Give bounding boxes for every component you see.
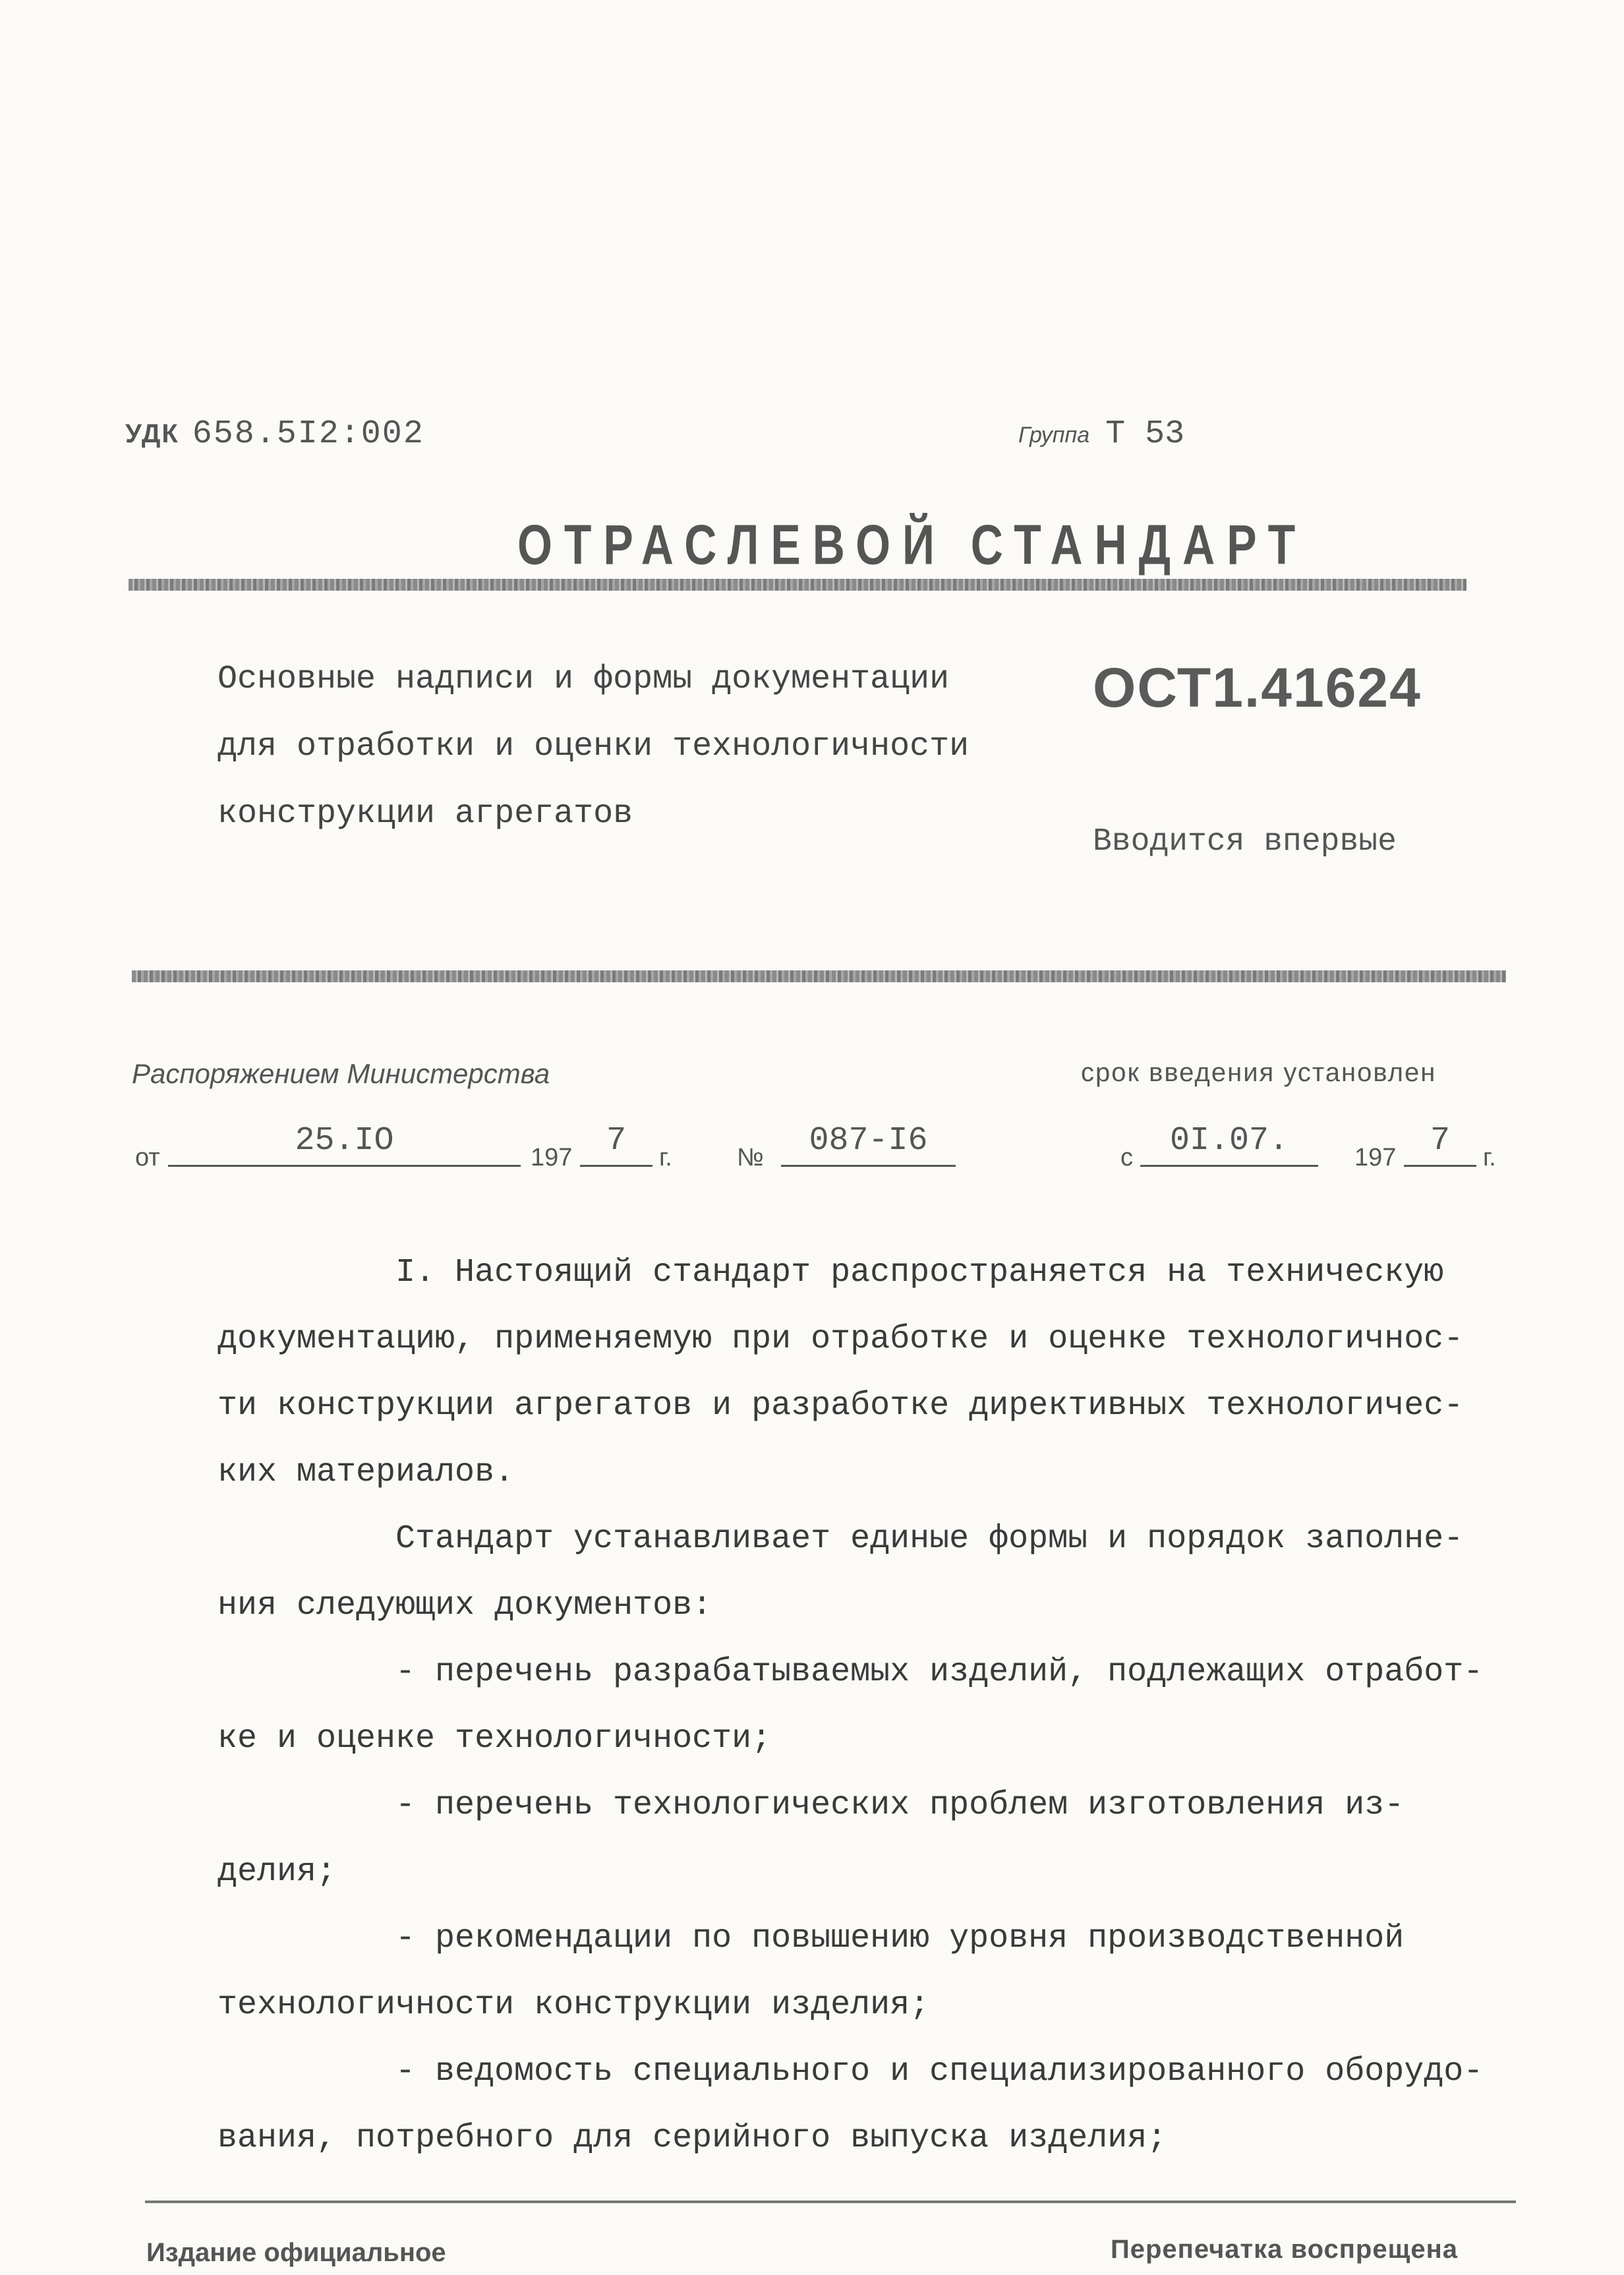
body-line: Стандарт устанавливает единые формы и порядок заполне- [395, 1520, 1464, 1558]
first-time-note: Вводится впервые [1093, 824, 1397, 860]
body-line: документацию, применяемую при отработке и оценке технологичнос- [218, 1320, 1464, 1358]
udk-value: 658.5I2:002 [192, 415, 424, 453]
official-edition-note: Издание официальное [146, 2238, 446, 2267]
reprint-prohibited-note: Перепечатка воспрещена [1111, 2235, 1458, 2264]
body-line: ких материалов. [218, 1454, 515, 1491]
list-item-continuation: вания, потребного для серийного выпуска изделия; [218, 2119, 1167, 2157]
subject-line: Основные надписи и формы документации [218, 661, 950, 698]
body-line: ния следующих документов: [218, 1587, 712, 1624]
group-value: Т 53 [1105, 415, 1185, 453]
order-date-field: 25.IO [168, 1117, 521, 1167]
term-date-field: 0I.07. [1140, 1117, 1318, 1167]
order-year-suffix: г. [659, 1144, 672, 1171]
term-year-prefix: 197 [1354, 1144, 1397, 1171]
list-item-continuation: технологичности конструкции изделия; [218, 1986, 930, 2024]
standard-body [218, 1239, 1483, 2172]
order-from-label: от [135, 1144, 160, 1171]
term-label: срок введения установлен [1081, 1058, 1437, 1087]
standard-subject [218, 646, 969, 848]
order-year-prefix: 197 [531, 1144, 573, 1171]
list-item-continuation: ке и оценке технологичности; [218, 1720, 772, 1758]
list-item-continuation: делия; [218, 1853, 337, 1891]
term-year-field: 7 [1404, 1117, 1476, 1167]
subject-line: для отработки и оценки технологичности [218, 728, 970, 765]
term-year-suffix: г. [1483, 1144, 1496, 1171]
order-number-label: № [737, 1144, 764, 1171]
order-year-field: 7 [580, 1117, 652, 1167]
group-label: Группа [1018, 423, 1090, 448]
list-item: - рекомендации по повышению уровня производственной [395, 1920, 1405, 1957]
order-number-field: 087-I6 [781, 1117, 956, 1167]
title-rule [129, 579, 1466, 591]
header-rule [132, 970, 1506, 982]
list-item: - ведомость специального и специализированного оборудо- [395, 2053, 1484, 2090]
order-label: Распоряжением Министерства [132, 1058, 550, 1089]
list-item: - перечень разрабатываемых изделий, подлежащих отработ- [395, 1653, 1484, 1691]
subject-line: конструкции агрегатов [218, 795, 633, 833]
document-title: ОТРАСЛЕВОЙ СТАНДАРТ [517, 514, 1308, 577]
body-line: ти конструкции агрегатов и разработке директивных технологичес- [218, 1387, 1464, 1425]
body-line: I. Настоящий стандарт распространяется на техническую [395, 1254, 1444, 1291]
group-code [1018, 415, 1184, 453]
udk-label: УДК [125, 419, 179, 448]
list-item: - перечень технологических проблем изготовления из- [395, 1787, 1405, 1824]
udk-code [125, 415, 424, 453]
footer-rule [145, 2201, 1516, 2203]
standard-number: ОСТ1.41624 [1093, 657, 1422, 719]
term-from-label: с [1120, 1144, 1133, 1171]
